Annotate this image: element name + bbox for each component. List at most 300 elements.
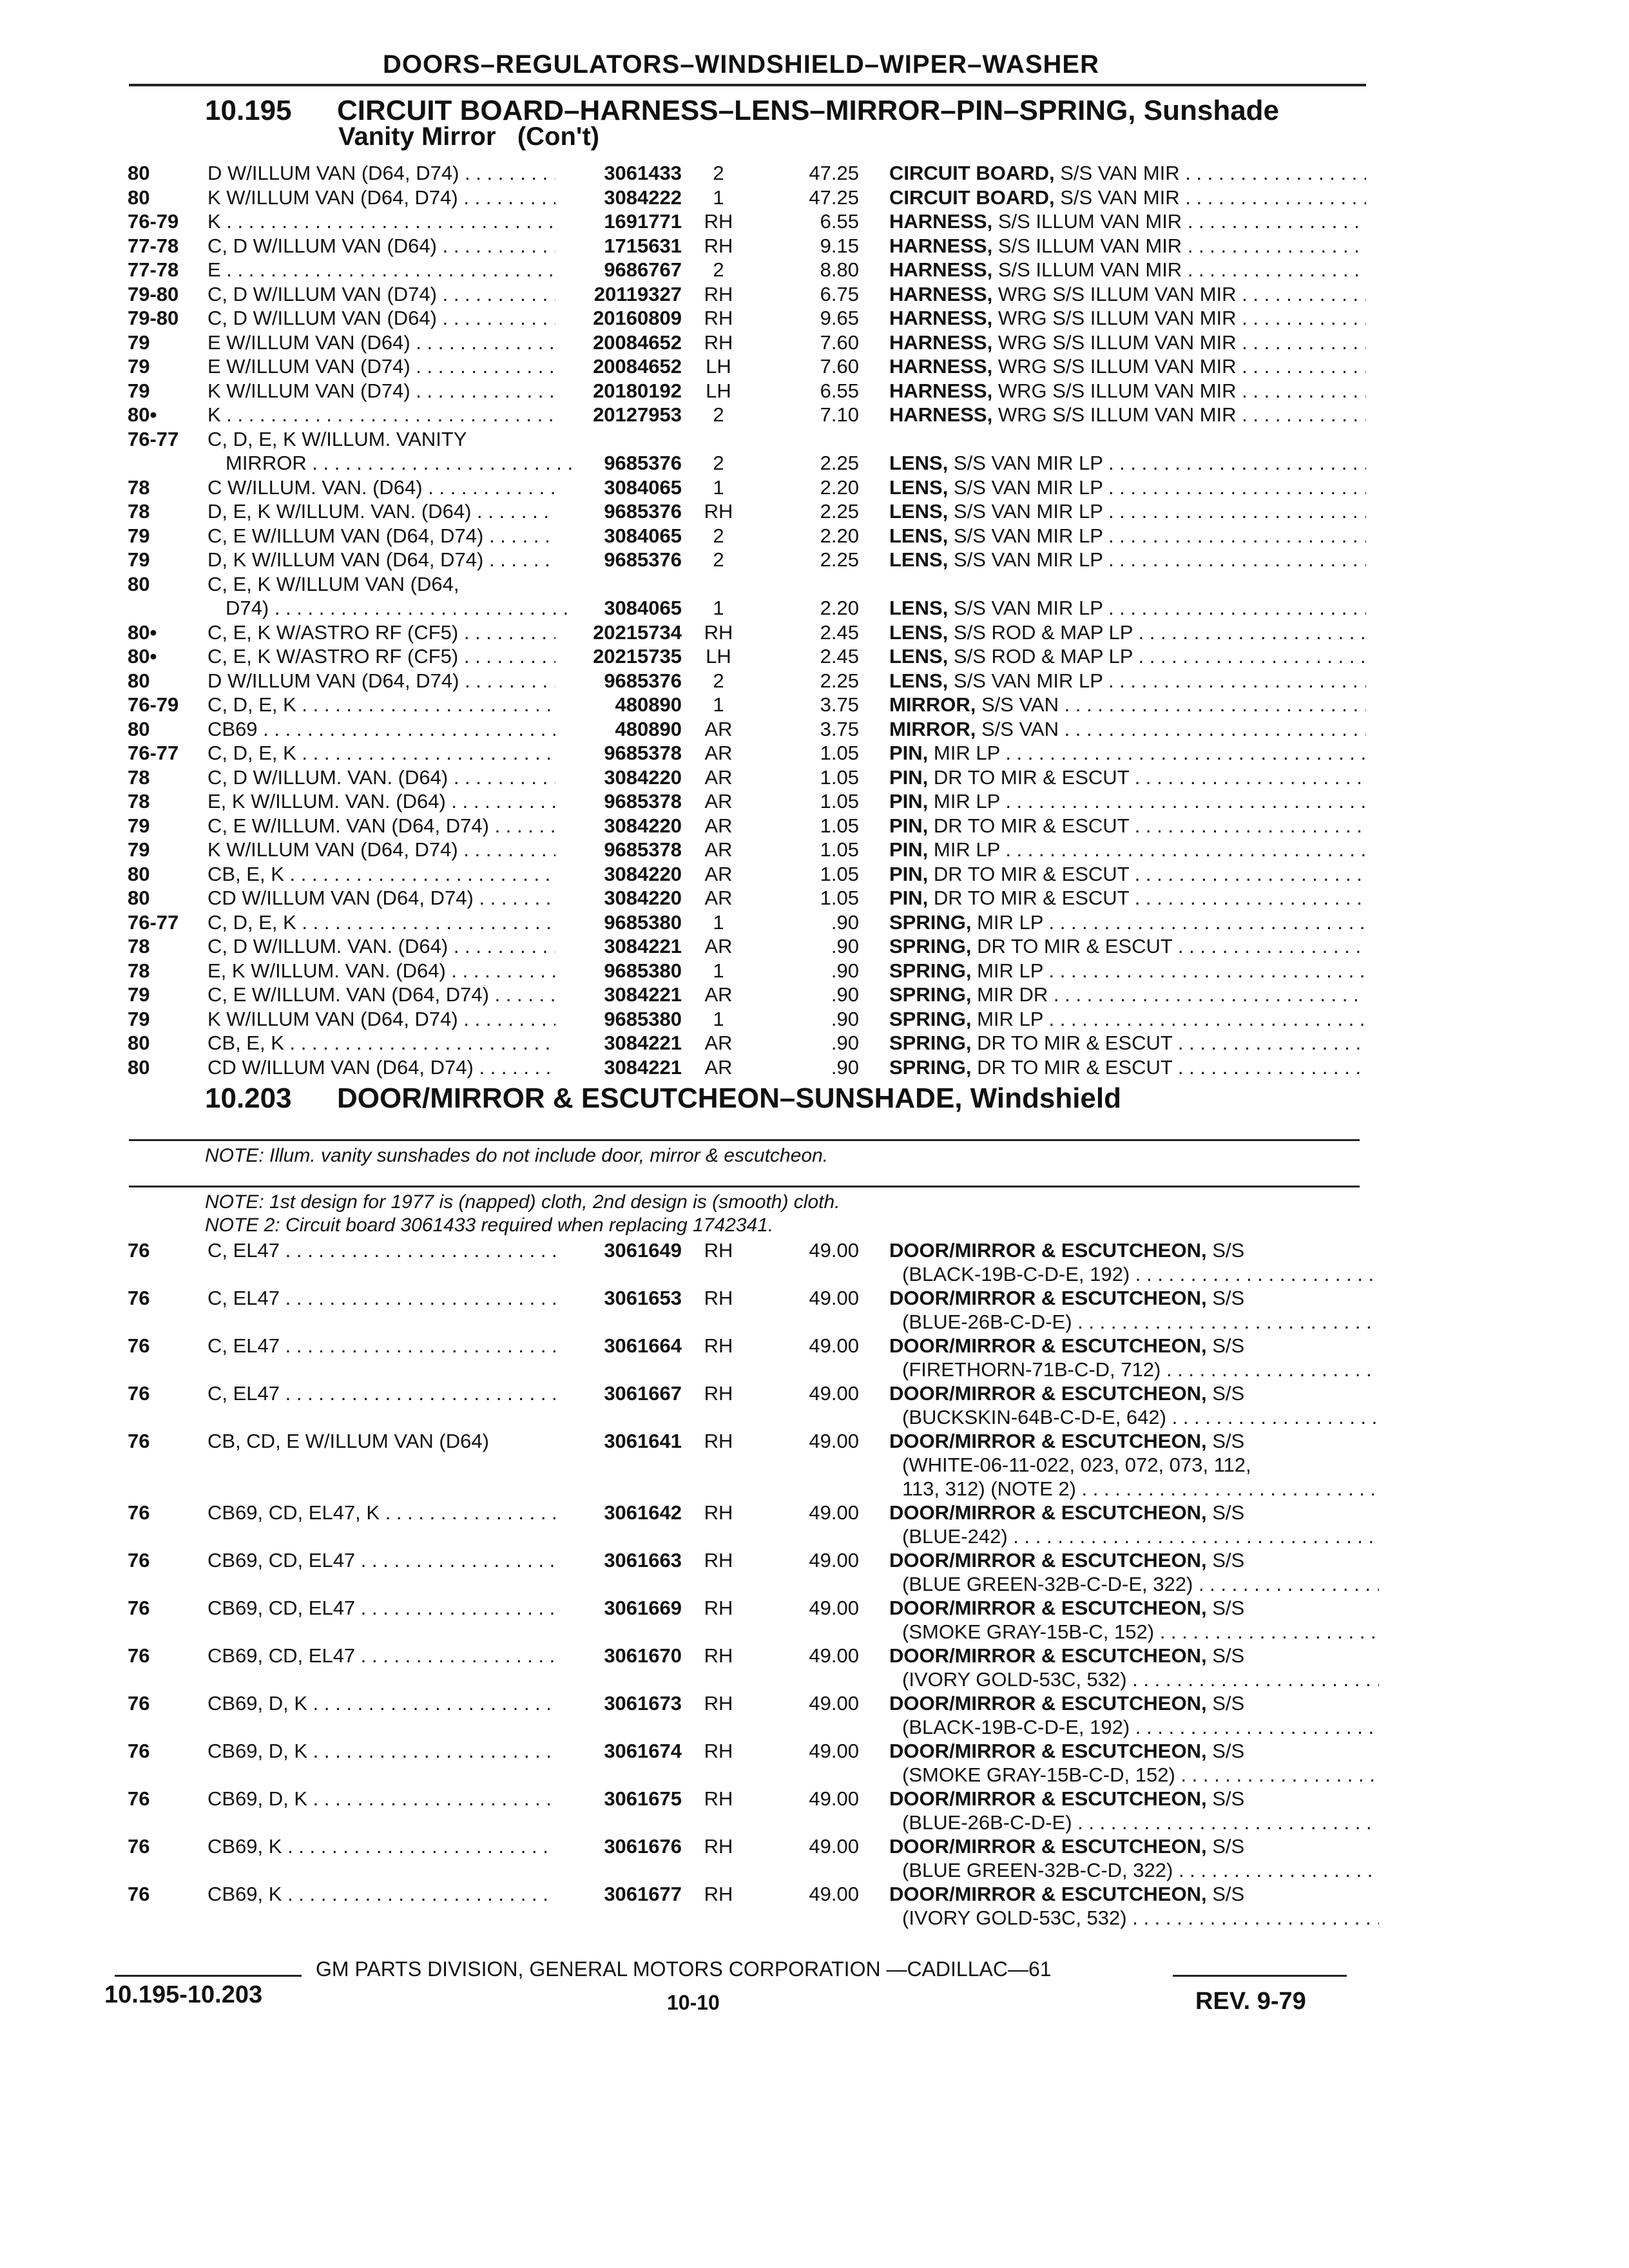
list-price: 6.75 — [820, 283, 859, 305]
quantity: RH — [704, 621, 733, 644]
model-applicability: E W/ILLUM VAN (D74) . . . — [207, 354, 555, 378]
quantity: AR — [704, 863, 733, 885]
trim-color: (BLUE-26B-C-D-E) . . . — [902, 1811, 1379, 1834]
part-row — [0, 1501, 1629, 1524]
description-keyword: PIN, — [889, 838, 929, 861]
quantity: AR — [704, 935, 733, 957]
part-description — [889, 814, 1366, 838]
part-description — [889, 959, 1366, 983]
part-number: 9685380 — [604, 1008, 682, 1030]
model-applicability: E, K W/ILLUM. VAN. (D64) . . . — [207, 959, 555, 983]
model-year: 76-79 — [128, 693, 179, 716]
description-keyword: DOOR/MIRROR & ESCUTCHEON, — [889, 1644, 1207, 1667]
model-applicability: CB69, CD, EL47 . . . — [207, 1596, 555, 1620]
description-detail: MIR LP — [971, 1008, 1043, 1030]
part-row-continuation — [0, 1811, 1629, 1834]
model-year: 80• — [128, 403, 157, 426]
description-detail: MIR DR — [971, 983, 1048, 1006]
description-keyword: DOOR/MIRROR & ESCUTCHEON, — [889, 1334, 1207, 1357]
part-number: 3084221 — [604, 1056, 682, 1079]
part-row — [0, 693, 1629, 716]
trim-color: (WHITE-06-11-022, 023, 072, 073, 112, — [902, 1454, 1251, 1476]
model-applicability: K W/ILLUM VAN (D74) . . . — [207, 379, 555, 403]
part-row — [0, 1644, 1629, 1667]
note: NOTE 2: Circuit board 3061433 required when replacing 1742341. — [205, 1215, 774, 1236]
quantity: AR — [704, 983, 733, 1006]
part-number: 1691771 — [604, 210, 682, 233]
description-keyword: SPRING, — [889, 1056, 972, 1079]
page-header: DOORS–REGULATORS–WINDSHIELD–WIPER–WASHER — [383, 50, 1099, 79]
description-detail: S/S — [1206, 1597, 1245, 1619]
section-heading: DOOR/MIRROR & ESCUTCHEON–SUNSHADE, Windshield — [337, 1082, 1122, 1114]
trim-color: (BLUE-26B-C-D-E) . . . — [902, 1310, 1379, 1334]
list-price: 49.00 — [809, 1382, 859, 1405]
model-year: 76 — [128, 1382, 150, 1405]
part-row-continuation — [0, 1477, 1629, 1501]
quantity: AR — [704, 718, 733, 740]
part-number: 3061649 — [604, 1239, 682, 1262]
note: NOTE: 1st design for 1977 is (napped) cloth, 2nd design is (smooth) cloth. — [205, 1191, 840, 1213]
part-description — [889, 161, 1366, 185]
model-year: 76 — [128, 1239, 150, 1262]
list-price: .90 — [831, 1056, 859, 1079]
description-detail: DR TO MIR & ESCUT — [928, 887, 1130, 909]
list-price: 49.00 — [809, 1740, 859, 1762]
model-applicability: MIRROR . . . — [207, 451, 574, 475]
part-number: 20119327 — [593, 283, 682, 305]
quantity: RH — [704, 1883, 733, 1905]
model-applicability: CB69, CD, EL47, K . . . — [207, 1501, 555, 1524]
model-year: 80 — [128, 1032, 150, 1054]
part-row — [0, 886, 1629, 910]
model-applicability: CD W/ILLUM VAN (D64, D74) . . . — [207, 1055, 555, 1079]
list-price: 49.00 — [809, 1501, 859, 1524]
model-year: 76 — [128, 1740, 150, 1762]
description-detail: S/S ILLUM VAN MIR — [992, 210, 1182, 233]
list-price: .90 — [831, 935, 859, 957]
section-title-10-195 — [205, 97, 1279, 125]
list-price: 49.00 — [809, 1644, 859, 1667]
description-keyword: SPRING, — [889, 983, 972, 1006]
part-number: 20084652 — [593, 355, 682, 378]
list-price: 1.05 — [820, 766, 859, 789]
part-row — [0, 234, 1629, 258]
revision-date: REV. 9-79 — [1195, 1988, 1306, 2015]
description-detail: S/S — [1206, 1787, 1245, 1810]
description-keyword: LENS, — [889, 621, 949, 644]
model-applicability: C, E W/ILLUM VAN (D64, D74) . . . — [207, 524, 555, 548]
part-row — [0, 1334, 1629, 1358]
model-year: 76-79 — [128, 210, 179, 233]
description-keyword: CIRCUIT BOARD, — [889, 186, 1055, 209]
description-keyword: HARNESS, — [889, 380, 993, 402]
part-number: 3084220 — [604, 766, 682, 789]
description-detail: S/S ILLUM VAN MIR — [992, 258, 1182, 281]
description-detail: S/S — [1206, 1644, 1245, 1667]
model-applicability: C, EL47 . . . — [207, 1238, 555, 1262]
part-description — [889, 548, 1366, 572]
part-row-continuation — [0, 1572, 1629, 1596]
model-year: 79-80 — [128, 283, 179, 305]
part-row — [0, 331, 1629, 354]
footer-publisher: GM PARTS DIVISION, GENERAL MOTORS CORPORATION —CADILLAC—61 — [316, 1957, 1052, 1981]
description-detail: MIR LP — [971, 911, 1043, 934]
description-keyword: DOOR/MIRROR & ESCUTCHEON, — [889, 1740, 1207, 1762]
part-row-continuation — [0, 1310, 1629, 1334]
model-year: 80 — [128, 718, 150, 740]
part-number: 3061667 — [604, 1382, 682, 1405]
quantity: RH — [704, 1644, 733, 1667]
model-year: 76 — [128, 1430, 150, 1452]
part-description — [889, 403, 1366, 427]
part-description — [889, 1381, 1366, 1405]
list-price: 2.20 — [820, 524, 859, 547]
quantity: RH — [704, 210, 733, 233]
description-keyword: LENS, — [889, 476, 949, 499]
part-row — [0, 524, 1629, 548]
part-description — [889, 331, 1366, 354]
part-number: 3061676 — [604, 1835, 682, 1858]
description-keyword: PIN, — [889, 887, 929, 909]
quantity: 2 — [713, 669, 724, 692]
quantity: RH — [704, 1334, 733, 1357]
description-keyword: HARNESS, — [889, 235, 993, 257]
description-keyword: PIN, — [889, 742, 929, 764]
description-detail: S/S — [1206, 1835, 1245, 1858]
part-row — [0, 717, 1629, 741]
description-detail: S/S VAN MIR LP — [948, 500, 1103, 523]
model-applicability: E . . . — [207, 258, 555, 282]
description-detail: WRG S/S ILLUM VAN MIR — [992, 355, 1237, 378]
part-number: 3084222 — [604, 186, 682, 209]
model-applicability: CB69, D, K . . . — [207, 1691, 555, 1715]
description-keyword: HARNESS, — [889, 307, 993, 329]
description-detail: MIR LP — [928, 790, 1000, 812]
list-price: 1.05 — [820, 887, 859, 909]
part-number: 9685380 — [604, 911, 682, 934]
trim-color: (BLUE GREEN-32B-C-D-E, 322) . . . — [902, 1572, 1379, 1596]
list-price: 47.25 — [809, 186, 859, 209]
part-number: 9686767 — [604, 258, 682, 281]
part-number: 480890 — [615, 693, 682, 716]
trim-color: (BLACK-19B-C-D-E, 192) . . . — [902, 1715, 1379, 1739]
description-detail: S/S VAN — [976, 693, 1059, 716]
trim-color: (SMOKE GRAY-15B-C, 152) . . . — [902, 1620, 1379, 1644]
list-price: 1.05 — [820, 790, 859, 812]
part-number: 20215735 — [593, 645, 682, 668]
quantity: AR — [704, 790, 733, 812]
quantity: 2 — [713, 403, 724, 426]
model-applicability: CB69, CD, EL47 . . . — [207, 1548, 555, 1572]
part-number: 9685376 — [604, 452, 682, 474]
part-number: 3084220 — [604, 887, 682, 909]
part-row — [0, 499, 1629, 523]
section-heading: CIRCUIT BOARD–HARNESS–LENS–MIRROR–PIN–SPRING, Sunshade — [337, 95, 1280, 126]
part-description — [889, 1286, 1366, 1310]
list-price: 2.45 — [820, 621, 859, 644]
description-detail: S/S VAN MIR — [1054, 186, 1180, 209]
part-number: 20215734 — [593, 621, 682, 644]
description-detail: DR TO MIR & ESCUT — [971, 1056, 1173, 1079]
quantity: RH — [704, 1549, 733, 1571]
list-price: 2.20 — [820, 597, 859, 619]
model-year: 79 — [128, 814, 150, 837]
part-description — [889, 258, 1366, 282]
model-year: 78 — [128, 476, 150, 499]
footer-section-range: 10.195-10.203 — [104, 1981, 263, 2008]
quantity: RH — [704, 500, 733, 523]
model-year: 76 — [128, 1287, 150, 1309]
part-number: 3084065 — [604, 597, 682, 619]
part-number: 3061669 — [604, 1597, 682, 1619]
list-price: 1.05 — [820, 814, 859, 837]
list-price: 49.00 — [809, 1835, 859, 1858]
model-year: 79 — [128, 838, 150, 861]
description-detail: S/S VAN MIR LP — [948, 548, 1103, 571]
quantity: RH — [704, 235, 733, 257]
model-applicability: K W/ILLUM VAN (D64, D74) . . . — [207, 1007, 555, 1031]
quantity: RH — [704, 1787, 733, 1810]
part-number: 3061674 — [604, 1740, 682, 1762]
model-applicability: CB69, K . . . — [207, 1882, 555, 1906]
part-row — [0, 1691, 1629, 1715]
description-keyword: CIRCUIT BOARD, — [889, 162, 1055, 184]
part-description — [889, 717, 1366, 741]
part-row — [0, 1596, 1629, 1620]
model-applicability: K W/ILLUM VAN (D64, D74) . . . — [207, 838, 555, 861]
part-number: 20127953 — [593, 403, 682, 426]
part-row-continuation — [0, 1262, 1629, 1286]
part-description — [889, 1787, 1366, 1811]
model-applicability: CB, E, K . . . — [207, 862, 555, 886]
part-row — [0, 1429, 1629, 1453]
quantity: AR — [704, 1032, 733, 1054]
description-keyword: LENS, — [889, 645, 949, 668]
part-row-continuation — [0, 1453, 1629, 1477]
part-number: 3061673 — [604, 1692, 682, 1715]
model-year: 76-77 — [128, 428, 179, 450]
description-detail: WRG S/S ILLUM VAN MIR — [992, 307, 1237, 329]
description-detail: S/S — [1206, 1501, 1245, 1524]
part-number: 3084221 — [604, 935, 682, 957]
part-row-continuation — [0, 1906, 1629, 1930]
part-description — [889, 282, 1366, 306]
description-keyword: LENS, — [889, 597, 949, 619]
part-description — [889, 1882, 1366, 1906]
list-price: 49.00 — [809, 1430, 859, 1452]
quantity: RH — [704, 1835, 733, 1858]
part-number: 9685380 — [604, 959, 682, 982]
quantity: RH — [704, 1382, 733, 1405]
part-row-continuation — [0, 1763, 1629, 1787]
description-detail: WRG S/S ILLUM VAN MIR — [992, 283, 1237, 305]
description-detail: WRG S/S ILLUM VAN MIR — [992, 380, 1237, 402]
part-number: 3084220 — [604, 863, 682, 885]
model-applicability: CB, E, K . . . — [207, 1031, 555, 1055]
part-description — [889, 1596, 1366, 1620]
list-price: 49.00 — [809, 1549, 859, 1571]
part-row — [0, 620, 1629, 644]
quantity: 1 — [713, 959, 724, 982]
quantity: RH — [704, 331, 733, 354]
model-applicability: C, E, K W/ASTRO RF (CF5) . . . — [207, 620, 555, 644]
quantity: 1 — [713, 476, 724, 499]
trim-color: (SMOKE GRAY-15B-C-D, 152) . . . — [902, 1763, 1379, 1787]
model-applicability: CB, CD, E W/ILLUM VAN (D64) — [207, 1430, 489, 1452]
model-applicability: CD W/ILLUM VAN (D64, D74) . . . — [207, 886, 555, 910]
model-year: 77-78 — [128, 235, 179, 257]
section-subtitle: Vanity Mirror (Con't) — [338, 122, 600, 151]
quantity: RH — [704, 1597, 733, 1619]
model-year: 78 — [128, 500, 150, 523]
model-year: 76 — [128, 1501, 150, 1524]
part-description — [889, 186, 1366, 209]
part-row — [0, 644, 1629, 668]
model-applicability: C, EL47 . . . — [207, 1286, 555, 1310]
quantity: 1 — [713, 911, 724, 934]
list-price: .90 — [831, 983, 859, 1006]
part-description — [889, 1238, 1366, 1262]
part-number: 20084652 — [593, 331, 682, 354]
model-year: 80 — [128, 573, 150, 595]
section-number: 10.203 — [205, 1082, 292, 1114]
list-price: 7.10 — [820, 403, 859, 426]
part-number: 3061664 — [604, 1334, 682, 1357]
part-row — [0, 258, 1629, 282]
part-description — [889, 234, 1366, 258]
model-applicability: C, D W/ILLUM VAN (D64) . . . — [207, 234, 555, 258]
part-row — [0, 910, 1629, 934]
part-description — [889, 1007, 1366, 1031]
model-applicability: C, E W/ILLUM. VAN (D64, D74) . . . — [207, 983, 555, 1006]
model-year: 78 — [128, 790, 150, 812]
trim-color: (BLUE GREEN-32B-C-D, 322) . . . — [902, 1858, 1379, 1882]
part-number: 3084065 — [604, 524, 682, 547]
list-price: 1.05 — [820, 838, 859, 861]
quantity: RH — [704, 1430, 733, 1452]
model-applicability: C, E, K W/ILLUM VAN (D64, — [207, 573, 459, 595]
part-number: 3061433 — [604, 162, 682, 184]
description-keyword: LENS, — [889, 548, 949, 571]
model-year: 76-77 — [128, 742, 179, 764]
model-year: 80 — [128, 863, 150, 885]
part-row — [0, 669, 1629, 693]
description-detail: S/S — [1206, 1430, 1245, 1452]
model-applicability: K . . . — [207, 403, 555, 427]
model-applicability: C, E W/ILLUM. VAN (D64, D74) . . . — [207, 814, 555, 838]
model-year: 76 — [128, 1644, 150, 1667]
quantity: RH — [704, 1740, 733, 1762]
part-number: 3061677 — [604, 1883, 682, 1905]
part-row — [0, 306, 1629, 330]
quantity: 1 — [713, 186, 724, 209]
list-price: 2.45 — [820, 645, 859, 668]
trim-color: (FIRETHORN-71B-C-D, 712) . . . — [902, 1358, 1379, 1381]
model-year: 80• — [128, 621, 157, 644]
description-keyword: DOOR/MIRROR & ESCUTCHEON, — [889, 1430, 1207, 1452]
description-detail: S/S — [1206, 1287, 1245, 1309]
part-row — [0, 1834, 1629, 1858]
quantity: 2 — [713, 548, 724, 571]
model-year: 78 — [128, 959, 150, 982]
part-description — [889, 1691, 1366, 1715]
model-year: 76 — [128, 1787, 150, 1810]
description-keyword: SPRING, — [889, 911, 972, 934]
list-price: 1.05 — [820, 863, 859, 885]
part-description — [889, 934, 1366, 958]
model-year: 79 — [128, 380, 150, 402]
section-title-10-203 — [205, 1084, 1121, 1113]
part-description — [889, 789, 1366, 813]
part-row — [0, 161, 1629, 185]
trim-color: (BLUE-242) . . . — [902, 1524, 1379, 1548]
quantity: AR — [704, 814, 733, 837]
part-description — [889, 499, 1366, 523]
part-row — [0, 983, 1629, 1006]
model-year: 80 — [128, 162, 150, 184]
model-applicability: CB69, D, K . . . — [207, 1787, 555, 1811]
description-detail: DR TO MIR & ESCUT — [928, 814, 1130, 837]
quantity: AR — [704, 1056, 733, 1079]
list-price: 49.00 — [809, 1883, 859, 1905]
description-keyword: MIRROR, — [889, 693, 976, 716]
part-description — [889, 862, 1366, 886]
model-applicability: C, EL47 . . . — [207, 1381, 555, 1405]
part-description — [889, 306, 1366, 330]
description-keyword: DOOR/MIRROR & ESCUTCHEON, — [889, 1239, 1207, 1262]
part-description — [889, 1644, 1366, 1667]
part-number: 3061653 — [604, 1287, 682, 1309]
quantity: 2 — [713, 524, 724, 547]
description-keyword: DOOR/MIRROR & ESCUTCHEON, — [889, 1382, 1207, 1405]
part-description — [889, 1548, 1366, 1572]
part-description — [889, 765, 1366, 789]
model-year: 80 — [128, 1056, 150, 1079]
description-keyword: PIN, — [889, 863, 929, 885]
part-row — [0, 403, 1629, 427]
description-detail: S/S VAN MIR LP — [948, 476, 1103, 499]
part-row — [0, 1739, 1629, 1763]
description-keyword: SPRING, — [889, 959, 972, 982]
part-description — [889, 886, 1366, 910]
description-detail: S/S — [1206, 1334, 1245, 1357]
part-number: 480890 — [615, 718, 682, 740]
part-row — [0, 1882, 1629, 1906]
part-description — [889, 1055, 1366, 1079]
part-description — [889, 644, 1366, 668]
part-description — [889, 693, 1366, 716]
model-applicability: K . . . — [207, 209, 555, 233]
part-row-continuation — [0, 1405, 1629, 1429]
model-year: 76 — [128, 1692, 150, 1715]
model-year: 79 — [128, 355, 150, 378]
model-year: 79 — [128, 1008, 150, 1030]
part-description — [889, 741, 1366, 765]
description-detail: MIR LP — [971, 959, 1043, 982]
description-keyword: PIN, — [889, 790, 929, 812]
part-number: 20180192 — [593, 380, 682, 402]
list-price: 6.55 — [820, 210, 859, 233]
part-row — [0, 1007, 1629, 1031]
quantity: RH — [704, 283, 733, 305]
part-row — [0, 1031, 1629, 1055]
description-keyword: PIN, — [889, 766, 929, 789]
description-keyword: DOOR/MIRROR & ESCUTCHEON, — [889, 1883, 1207, 1905]
quantity: RH — [704, 1287, 733, 1309]
list-price: .90 — [831, 911, 859, 934]
trim-color: (IVORY GOLD-53C, 532) . . . — [902, 1667, 1379, 1691]
model-applicability: C, D W/ILLUM VAN (D64) . . . — [207, 306, 555, 330]
